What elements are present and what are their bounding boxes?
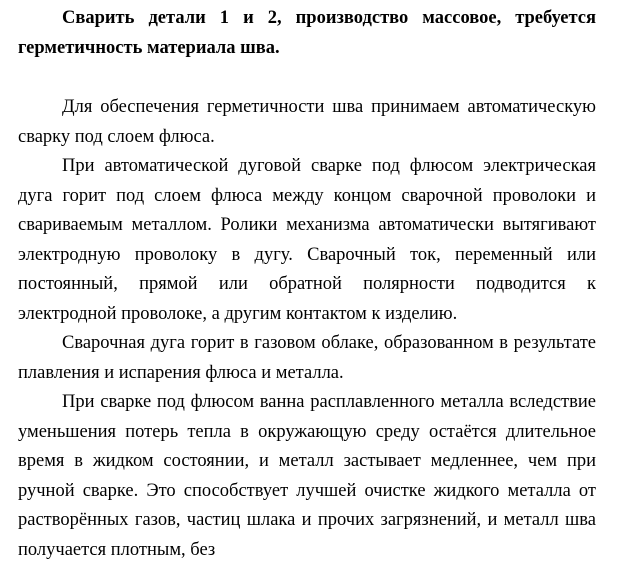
blank-line [18, 63, 596, 93]
paragraph-gas-cloud: Сварочная дуга горит в газовом облаке, образованном в результате плавления и испарения флюса и металла. [18, 333, 596, 383]
paragraph-weld-pool: При сварке под флюсом ванна расплавленного металла вследствие уменьшения потерь тепла в окружающую среду остаётся длительное время в жидком состоянии, и металл застывает медленнее, чем при ручной сварке. Это способствует лучшей очистке жидкого металла от растворённых газов, частиц шлака и прочих загрязнений, и металл шва получается плотным, без [18, 392, 596, 560]
document-page [18, 0, 596, 565]
paragraph-arc-process: При автоматической дуговой сварке под флюсом электрическая дуга горит под слоем флюса между концом сварочной проволоки и свариваемым металлом. Ролики механизма автоматически вытягивают электродную проволоку в дугу. Сварочный ток, переменный или постоянный, прямой или обратной полярности подводится к электродной проволоке, а другим контактом к изделию. [18, 156, 596, 324]
paragraph-method-choice: Для обеспечения герметичности шва принимаем автоматическую сварку под слоем флюса. [18, 97, 596, 147]
task-heading: Сварить детали 1 и 2, производство массовое, требуется герметичность материала шва. [18, 8, 596, 58]
